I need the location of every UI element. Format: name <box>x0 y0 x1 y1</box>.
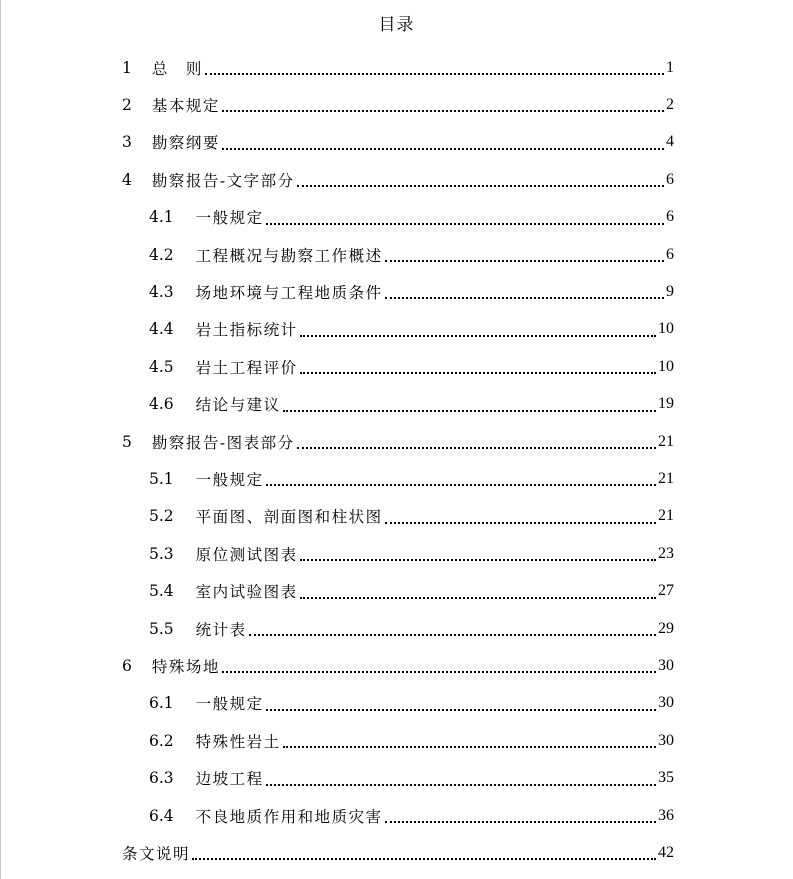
toc-entry[interactable] <box>149 386 674 423</box>
toc-entry[interactable] <box>149 199 674 236</box>
toc-leader-dots <box>300 371 656 374</box>
toc-entry-title: 平面图、剖面图和柱状图 <box>195 508 383 527</box>
toc-entry-page: 35 <box>658 769 674 787</box>
toc-entry-title: 原位测试图表 <box>195 545 298 564</box>
toc-entry[interactable] <box>149 498 674 535</box>
toc-leader-dots <box>283 745 656 748</box>
toc-entry-page: 30 <box>658 731 674 749</box>
toc-entry-page: 1 <box>666 58 674 76</box>
toc-entry-page: 6 <box>666 245 674 263</box>
toc-entry-title: 边坡工程 <box>195 770 264 789</box>
toc-entry-page: 29 <box>658 619 674 637</box>
toc-leader-dots <box>192 857 656 860</box>
toc-entry-number: 4.5 <box>149 357 174 376</box>
toc-entry-page: 4 <box>666 133 674 151</box>
toc-leader-dots <box>300 558 656 561</box>
toc-entry-number: 6.2 <box>149 731 174 750</box>
page-left-border <box>0 0 1 879</box>
toc-entry-page: 42 <box>658 843 674 861</box>
toc-leader-dots <box>249 633 656 636</box>
toc-entry-title: 岩土工程评价 <box>195 358 298 377</box>
toc-entry-title: 场地环境与工程地质条件 <box>195 283 383 302</box>
toc-entry-number: 4 <box>122 170 132 189</box>
toc-entry-title: 岩土指标统计 <box>195 321 298 340</box>
toc-entry-page: 10 <box>658 320 674 338</box>
toc-entry[interactable] <box>149 797 674 834</box>
toc-entry-number: 3 <box>122 133 132 152</box>
toc-leader-dots <box>222 670 656 673</box>
toc-entry-page: 19 <box>658 395 674 413</box>
toc-entry-title: 勘察报告-文字部分 <box>151 171 295 190</box>
toc-entry[interactable] <box>149 610 674 647</box>
toc-entry-number: 5.2 <box>149 507 174 526</box>
toc-entry-number: 6.3 <box>149 769 174 788</box>
toc-entry-title: 工程概况与勘察工作概述 <box>195 246 383 265</box>
toc-leader-dots <box>385 820 656 823</box>
toc-entry-number: 5.4 <box>149 582 174 601</box>
toc-entry-number: 5.3 <box>149 544 174 563</box>
toc-entry-title: 特殊场地 <box>151 657 220 676</box>
page-title: 目录 <box>378 15 415 35</box>
toc-entry[interactable] <box>149 348 674 385</box>
toc-entry[interactable] <box>149 535 674 572</box>
toc-entry-page: 10 <box>658 357 674 375</box>
toc-entry-title: 不良地质作用和地质灾害 <box>195 807 383 826</box>
toc-entry-number: 5.5 <box>149 619 174 638</box>
toc-entry[interactable] <box>122 834 674 871</box>
toc-entry-title: 勘察纲要 <box>151 134 220 153</box>
toc-entry[interactable] <box>122 49 674 86</box>
toc-entry-number: 4.6 <box>149 395 174 414</box>
toc-entry[interactable] <box>149 311 674 348</box>
toc-entry-page: 6 <box>666 208 674 226</box>
toc-entry[interactable] <box>149 273 674 310</box>
toc-entry-page: 2 <box>666 95 674 113</box>
toc-entry-title: 一般规定 <box>195 209 264 228</box>
toc-leader-dots <box>266 708 656 711</box>
toc-entry[interactable] <box>149 460 674 497</box>
toc-leader-dots <box>297 446 656 449</box>
toc-leader-dots <box>222 109 664 112</box>
toc-entry[interactable] <box>122 124 674 161</box>
toc-entry[interactable] <box>122 161 674 198</box>
toc-entry-title: 特殊性岩土 <box>195 732 281 751</box>
toc-entry-title: 结论与建议 <box>195 396 281 415</box>
toc-entry-number: 6 <box>122 656 132 675</box>
toc-leader-dots <box>205 72 664 75</box>
toc-entry-page: 27 <box>658 582 674 600</box>
toc-leader-dots <box>297 184 664 187</box>
toc-entry-title: 一般规定 <box>195 695 264 714</box>
toc-entry-number: 5.1 <box>149 469 174 488</box>
toc-entry[interactable] <box>122 423 674 460</box>
toc-leader-dots <box>266 222 664 225</box>
toc-entry-number: 4.4 <box>149 320 174 339</box>
toc-entry-title: 条文说明 <box>122 844 191 863</box>
toc-entry[interactable] <box>149 722 674 759</box>
toc-entry-title: 一般规定 <box>195 470 264 489</box>
toc-entry[interactable] <box>149 236 674 273</box>
toc-entry-number: 4.2 <box>149 245 174 264</box>
toc-entry-number: 6.4 <box>149 806 174 825</box>
toc-entry-page: 9 <box>666 282 674 300</box>
toc-entry[interactable] <box>122 86 674 123</box>
toc-entry-number: 2 <box>122 95 132 114</box>
toc-entry-number: 4.1 <box>149 208 174 227</box>
toc-leader-dots <box>283 409 656 412</box>
toc-entry-title: 统计表 <box>195 620 247 639</box>
toc-entry-title: 总 则 <box>151 59 203 78</box>
toc-entry-page: 6 <box>666 170 674 188</box>
toc-leader-dots <box>266 783 656 786</box>
toc-entry-page: 30 <box>658 694 674 712</box>
toc-entry[interactable] <box>149 573 674 610</box>
toc-entry-number: 4.3 <box>149 282 174 301</box>
toc-entry-page: 23 <box>658 544 674 562</box>
toc-leader-dots <box>385 259 664 262</box>
toc-leader-dots <box>266 483 656 486</box>
toc-entry-page: 30 <box>658 656 674 674</box>
toc-entry-page: 21 <box>658 469 674 487</box>
toc-entry-page: 36 <box>658 806 674 824</box>
toc-entry-number: 1 <box>122 58 132 77</box>
toc-entry-number: 5 <box>122 432 132 451</box>
toc-leader-dots <box>222 147 664 150</box>
toc-leader-dots <box>300 334 656 337</box>
toc-entry-title: 室内试验图表 <box>195 583 298 602</box>
toc-leader-dots <box>385 521 656 524</box>
toc-entry-title: 勘察报告-图表部分 <box>151 433 295 452</box>
toc-entry[interactable] <box>149 685 674 722</box>
toc-entry-page: 21 <box>658 507 674 525</box>
toc-leader-dots <box>300 596 656 599</box>
toc-entry-page: 21 <box>658 432 674 450</box>
toc-entry-title: 基本规定 <box>151 96 220 115</box>
toc-entry[interactable] <box>149 760 674 797</box>
toc-entry[interactable] <box>122 647 674 684</box>
toc-leader-dots <box>385 296 664 299</box>
toc-entry-number: 6.1 <box>149 694 174 713</box>
